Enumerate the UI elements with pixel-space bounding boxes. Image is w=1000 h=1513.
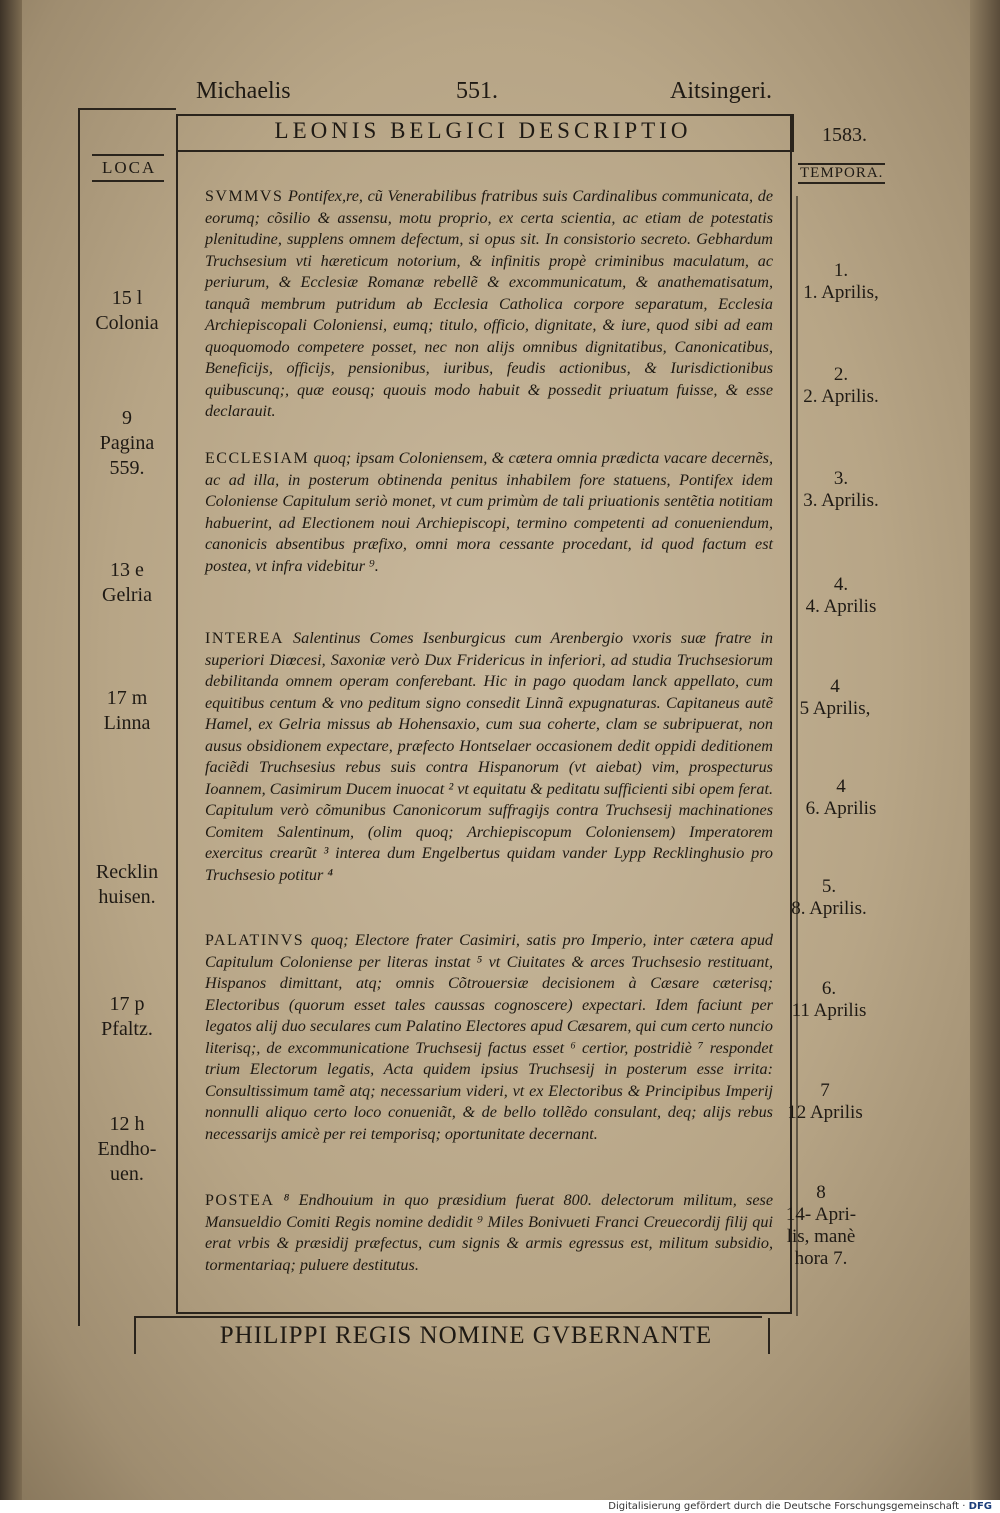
tempora-line: 5. — [821, 876, 837, 897]
tempora-line: 4 — [830, 676, 840, 697]
tempora-line: 8. Aprilis. — [791, 898, 867, 919]
loca-line: Endho- — [97, 1138, 157, 1160]
loca-line: 13 e — [110, 559, 144, 581]
text-left-rule — [176, 114, 178, 1314]
paragraph-body: ⁸ Endhouium in quo præsidium fuerat 800. delectorum militum, sese Mansueldio Comiti Regis nomine dedidit ⁹ Miles Bonivueti Franci Creuecordij filij qui erat vrbis & præsidij præfectus, cum signis & armis egressus est, militum subsidio, tormentariaq; puluere destitutus. — [205, 1191, 774, 1274]
paragraph-body: Pontifex,re, cũ Venerabilibus fratribus suis Cardinalibus communicata, de eorumq; cõsilio & assensu, motu proprio, ex certa scientia, ac etiam de potestatis plenitudine, supplens omnem defectum, si opus sit. In consistorio secreto. Gebhardum Truchsesium vti hæreticum notorium, & infinitis propè criminibus maculatum, ac periurum, & Ecclesiæ Romanæ rebellẽ & excommunicatum, & anathematisatum, tanquã membrum putridum ab Ecclesia Catholica corpore separatum, Ecclesia Archiepiscopali Coloniensi, eumq; titulo, officio, dignitate, & iure, quod sibi ad eam quoquomodo competere posset, nec non alijs omnibus dignitatibus, Canonicatibus, Beneficijs, officijs, pensionibus, iuribus, feudis actionibus, & Iurisdictionibus quibuscunq;, quæ eousq; quouis modo habuit & possedit priuatum fuisse, & esse declarauit. — [205, 187, 774, 420]
tempora-line: 2. — [833, 364, 849, 385]
paragraph-1 — [205, 186, 773, 423]
loca-line: uen. — [110, 1163, 144, 1185]
loca-line: 17 p — [109, 993, 145, 1015]
loca-note — [82, 860, 172, 910]
loca-note — [82, 286, 172, 336]
tempora-line: 1. — [833, 260, 849, 281]
tempora-note — [786, 468, 896, 512]
page-number: 551. — [456, 78, 498, 104]
paragraph-body: quoq; ipsam Coloniensem, & cætera omnia prædicta vacare decernẽs, ac ad illa, in posterum obtinenda penitus inhabilem fore statuens, Pontifex idem Coloniense Capitulum seriò monet, vt cum primùm de tali priuationis sentẽtia notitiam habuerint, ad Electionem noui Archiepiscopi, termino competenti ad conueniendum, canonicis absentibus præfixo, omni mora cessante procedant, id quod factum est postea, vt infra videbitur ⁹. — [205, 449, 774, 575]
paragraph-lead: INTEREA — [205, 630, 284, 647]
page-footer: PHILIPPI REGIS NOMINE GVBERNANTE — [219, 1322, 713, 1349]
tempora-line: 1. Aprilis, — [803, 282, 879, 303]
paragraph-lead: PALATINVS — [205, 932, 305, 949]
tempora-line: 3. — [833, 468, 849, 489]
loca-line: 9 — [122, 407, 132, 429]
loca-line: 17 m — [106, 687, 148, 709]
loca-note — [82, 406, 172, 481]
tempora-note — [766, 1182, 876, 1270]
loca-line: 12 h — [109, 1113, 145, 1135]
page-fore-edge — [970, 0, 1000, 1500]
paragraph-body: quoq; Electore frater Casimiri, satis pro Imperio, inter cætera apud Capitulum Coloniense per literas instat ⁵ vt Ciuitates & arces Truchsesio restituant, Hispanos dimittant, atq; omnis Cõtrouersiæ decisionem à Cæsare cæterisq; Electoribus (quorum esset tales caussas cognoscere) expectari. Idem faciunt per legatos alij duo seculares cum Palatino Electores apud Cæsarem, qui cum certo nuncio literisq;, de excommunicatione Truchsesij factus esset ⁶ certior, postridiè ⁷ respondet trium Electorum legatis, Acta quidem ipsius Truchsesij in posterum esse irrita: Consultissimum tamẽ atq; necessarium videri, vt ex Electoribus & Principibus Imperij nonnulli aliquo certo loco conueniãt, & de bello tollẽdo consulant, deq; alijs rebus necessarijs amicè per rei temporisq; oportunitate decernant. — [205, 931, 774, 1143]
tempora-note — [786, 776, 896, 820]
tempora-note — [786, 574, 896, 618]
tempora-line: 4. Aprilis — [805, 596, 877, 617]
footer-frame — [134, 1316, 762, 1318]
tempora-line: 5 Aprilis, — [799, 698, 871, 719]
loca-line: Pfaltz. — [101, 1018, 153, 1040]
tempora-line: 6. Aprilis — [805, 798, 877, 819]
paragraph-lead: ECCLESIAM — [205, 450, 310, 467]
tempora-line: 3. Aprilis. — [803, 490, 879, 511]
outer-top-left-rule — [78, 108, 176, 110]
paragraph-body: Salentinus Comes Isenburgicus cum Arenbergio vxoris suæ fratre in superiori Diœcesi, Saxoniæ verò Dux Fridericus in inferiori, ad studia Truchsesiorum debilitanda omnem operam conferebant. Hic in pago quodam lanck appellato, cum equitibus centum & vno peditum signo consedit Linnã expugnaturas. Capitaneus autẽ Hamel, ex Gelria missus ab Hohensaxio, cum sua coherte, clam se subripuerat, non ausus obsidionem expectare, præfecto Hontselaer occasionem dedit oppidi deditionem faciẽdi Truchsesius rebus suis contra Hispanorum (vt aiebat) vim, prospecturus Ioannem, Casimirum Ducem inuocat ² vt equitatu & peditatu sufficienti sibi opem ferat. Capitulum verò cõmunibus Canonicorum suffragijs contra Truchsesij machinationes Comitem Salentinum, (olim quoq; Archiepiscopum Coloniensem) Imperatorem exercitus crearũt ³ interea dum Engelbertus quidam vander Lypp Recklinghusio pro Truchsesio potitur ⁴ — [205, 629, 773, 884]
running-head-left: Michaelis — [196, 78, 291, 104]
tempora-line: 2. Aprilis. — [803, 386, 879, 407]
year-label: 1583. — [822, 124, 867, 146]
paragraph-4 — [205, 930, 773, 1145]
loca-line: Linna — [103, 712, 151, 734]
dfg-logo: DFG — [968, 1501, 992, 1512]
tempora-line: 12 Aprilis — [787, 1102, 863, 1123]
tempora-note — [786, 364, 896, 408]
tempora-line: 4. — [833, 574, 849, 595]
loca-column-head: LOCA — [92, 154, 164, 182]
page-title: LEONIS BELGICI DESCRIPTIO — [274, 118, 692, 143]
loca-line: huisen. — [98, 886, 156, 908]
paragraph-2 — [205, 448, 773, 577]
tempora-line: 14- Apri- — [785, 1204, 857, 1225]
tempora-note — [786, 260, 896, 304]
outer-left-rule — [78, 108, 80, 1326]
loca-line: Pagina — [99, 432, 155, 454]
page-gutter — [0, 0, 22, 1500]
tempora-line: hora 7. — [794, 1248, 848, 1269]
tempora-line: 8 — [816, 1182, 826, 1203]
tempora-note — [774, 978, 884, 1022]
tempora-line: 7 — [820, 1080, 830, 1101]
tempora-line: 4 — [836, 776, 846, 797]
loca-line: Gelria — [102, 584, 152, 606]
paragraph-lead: SVMMVS — [205, 188, 284, 205]
tempora-note — [770, 1080, 880, 1124]
digitization-credit: Digitalisierung gefördert durch die Deutsche Forschungsgemeinschaft · DFG — [608, 1501, 992, 1512]
tempora-column-head: TEMPORA. — [798, 163, 885, 184]
loca-line: Colonia — [95, 312, 159, 334]
loca-line: 15 l — [111, 287, 143, 309]
paragraph-3 — [205, 628, 773, 886]
loca-note — [82, 558, 172, 608]
loca-note — [82, 686, 172, 736]
text-bottom-rule — [176, 1312, 790, 1314]
footer-left-rule — [134, 1318, 136, 1354]
paragraph-lead: POSTEA — [205, 1192, 275, 1209]
tempora-line: 11 Aprilis — [791, 1000, 867, 1021]
loca-note — [82, 992, 172, 1042]
title-under-rule — [176, 150, 790, 152]
loca-note — [82, 1112, 172, 1187]
tempora-line: lis, manè — [786, 1226, 856, 1247]
tempora-line: 6. — [821, 978, 837, 999]
tempora-note — [774, 876, 884, 920]
paragraph-5 — [205, 1190, 773, 1276]
running-head-right: Aitsingeri. — [670, 78, 772, 104]
tempora-note — [780, 676, 890, 720]
loca-line: 559. — [109, 457, 145, 479]
loca-line: Recklin — [95, 861, 159, 883]
credit-text: Digitalisierung gefördert durch die Deutsche Forschungsgemeinschaft — [608, 1501, 960, 1512]
